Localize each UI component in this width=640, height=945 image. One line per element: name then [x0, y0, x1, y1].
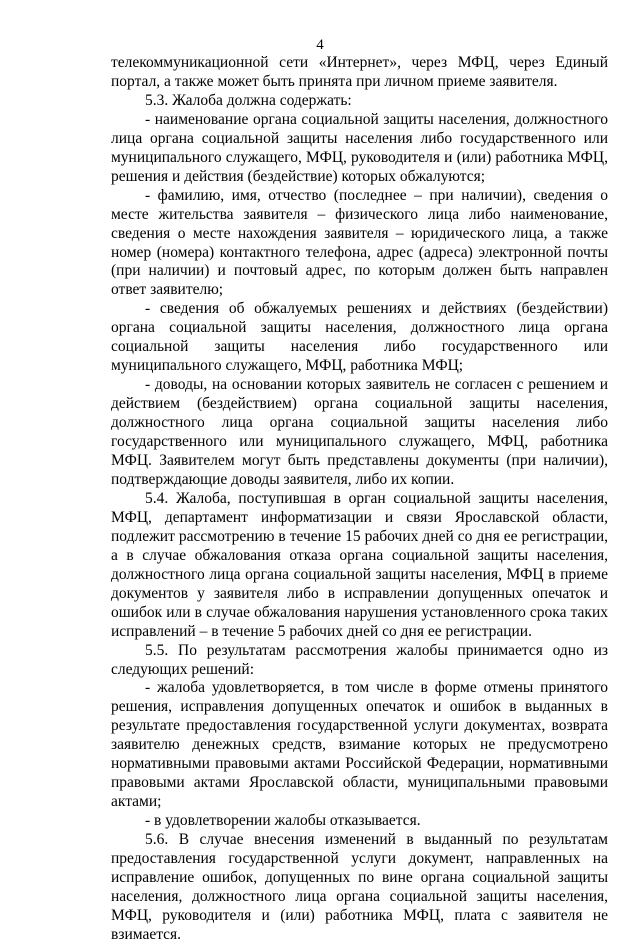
paragraph-5-3-heading: 5.3. Жалоба должна содержать:: [145, 91, 352, 109]
paragraph-5-3-item-arguments: - доводы, на основании которых заявитель не согласен с решением и действием (бездействием) органа социальной защиты населения, должностного лица органа социальной защиты населения либо государственного или муниципального служащего, МФЦ, работника МФЦ. Заявителем могут быть представлены документы (при наличии), подтверждающие доводы заявителя, либо их копии.: [111, 376, 608, 488]
paragraph-5-3-item-name: - наименование органа социальной защиты населения, должностного лица органа социальной защиты населения либо государственного или муниципального служащего, МФЦ, руководителя и (или) работника МФЦ, решения и действия (бездействие) которых обжалуются;: [111, 110, 608, 185]
page-number: 4: [316, 37, 324, 53]
paragraph-5-6: 5.6. В случае внесения изменений в выданный по результатам предоставления государственной услуги документ, направленных на исправление ошибок, допущенных по вине органа социальной защиты населения, должностного лица органа социальной защиты населения, МФЦ, руководителя и (или) работника МФЦ, плата с заявителя не взимается.: [111, 831, 608, 943]
paragraph-5-5-item-refused: - в удовлетворении жалобы отказывается.: [145, 812, 421, 830]
paragraph-5-5-item-satisfied: - жалоба удовлетворяется, в том числе в форме отмены принятого решения, исправления допущенных опечаток и ошибок в выданных в результате предоставления государственной услуги документах, возврата заявителю денежных средств, взимание которых не предусмотрено нормативными правовыми актами Российской Федерации, нормативными правовыми актами Ярославской области, муниципальными правовыми актами;: [111, 679, 608, 811]
paragraph-5-3-item-applicant: - фамилию, имя, отчество (последнее – при наличии), сведения о месте жительства заявителя – физического лица либо наименование, сведения о месте нахождения заявителя – юридического лица, а также номер (номера) контактного телефона, адрес (адреса) электронной почты (при наличии) и почтовый адрес, по которым должен быть направлен ответ заявителю;: [111, 186, 608, 299]
paragraph-5-4: 5.4. Жалоба, поступившая в орган социальной защиты населения, МФЦ, департамент информатизации и связи Ярославской области, подлежит рассмотрению в течение 15 рабочих дней со дня ее регистрации, а в случае обжалования отказа органа социальной защиты населения, должностного лица органа социальной защиты населения, МФЦ в приеме документов у заявителя либо в исправлении допущенных опечаток и ошибок или в случае обжалования нарушения установленного срока таких исправлений – в течение 5 рабочих дней со дня ее регистрации.: [111, 489, 608, 640]
document-body: [111, 54, 608, 945]
paragraph-continuation: телекоммуникационной сети «Интернет», через МФЦ, через Единый портал, а также может быть принята при личном приеме заявителя.: [111, 54, 608, 90]
paragraph-5-3-item-decisions: - сведения об обжалуемых решениях и действиях (бездействии) органа социальной защиты населения, должностного лица органа социальной защиты населения либо государственного или муниципального служащего, МФЦ, работника МФЦ;: [111, 300, 608, 375]
paragraph-5-5-heading: 5.5. По результатам рассмотрения жалобы принимается одно из следующих решений:: [111, 641, 608, 678]
